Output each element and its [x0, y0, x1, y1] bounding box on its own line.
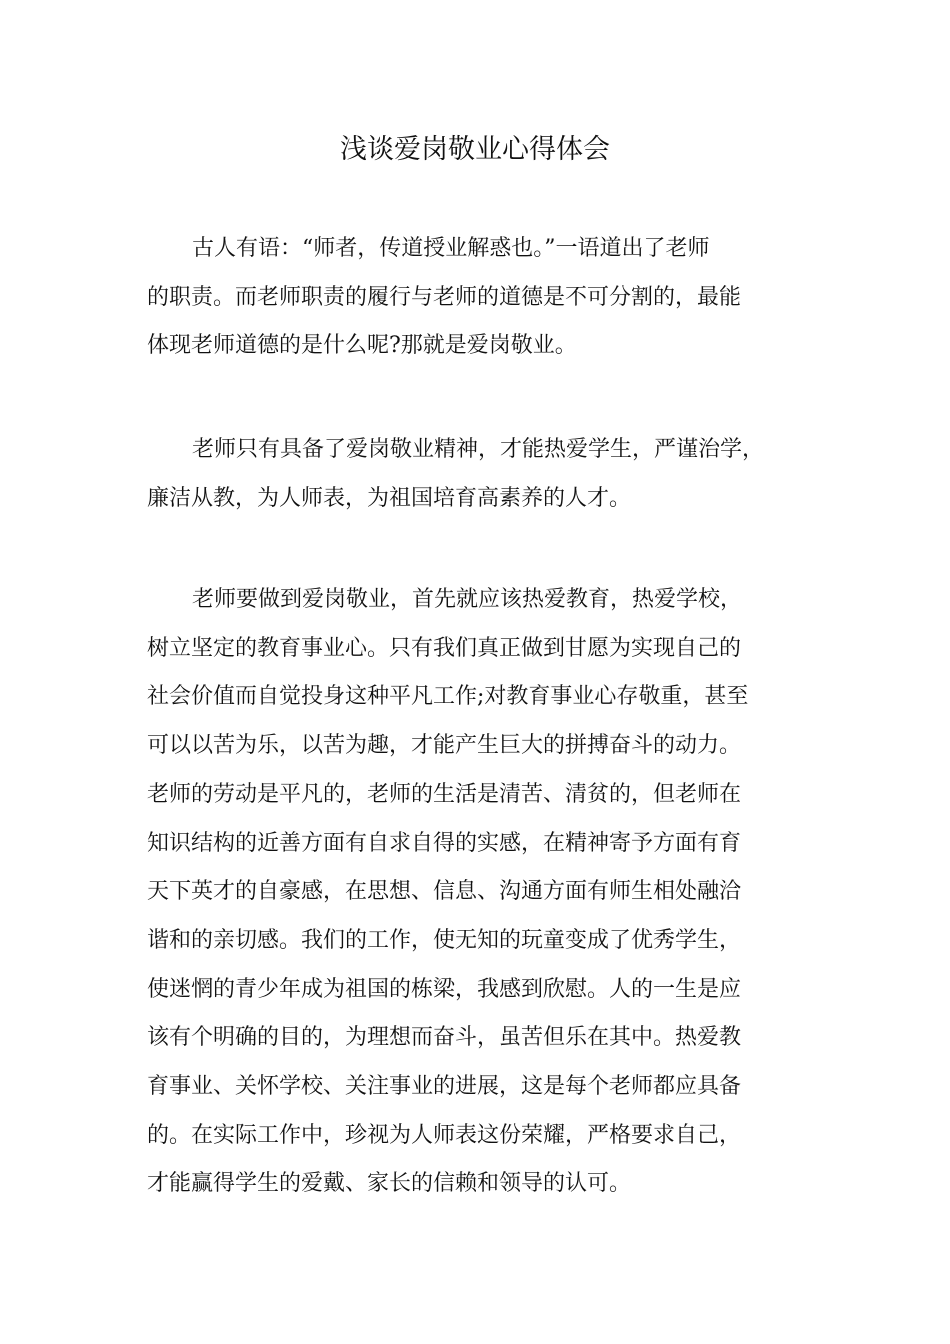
paragraph-line: 廉洁从教，为人师表，为祖国培育高素养的人才。 [147, 485, 632, 511]
paragraph-line: 体现老师道德的是什么呢?那就是爱岗敬业。 [147, 333, 577, 359]
paragraph-line: 该有个明确的目的，为理想而奋斗，虽苦但乐在其中。热爱教 [147, 1025, 742, 1051]
paragraph-line: 谐和的亲切感。我们的工作，使无知的玩童变成了优秀学生， [147, 927, 742, 953]
paragraph-line: 古人有语：“师者，传道授业解惑也。”一语道出了老师 [192, 236, 710, 261]
paragraph-line: 的职责。而老师职责的履行与老师的道德是不可分割的，最能 [147, 284, 742, 310]
paragraph-line: 才能赢得学生的爱戴、家长的信赖和领导的认可。 [147, 1171, 632, 1197]
document-title: 浅谈爱岗敬业心得体会 [340, 134, 610, 165]
paragraph-line: 社会价值而自觉投身这种平凡工作;对教育事业心存敬重，甚至 [147, 684, 749, 710]
paragraph-3 [147, 576, 817, 1209]
paragraph-line: 天下英才的自豪感，在思想、信息、沟通方面有师生相处融洽 [147, 879, 742, 905]
paragraph-1 [147, 225, 817, 371]
paragraph-line: 老师要做到爱岗敬业，首先就应该热爱教育，热爱学校， [192, 587, 743, 612]
paragraph-line: 育事业、关怀学校、关注事业的进展，这是每个老师都应具备 [147, 1074, 742, 1100]
paragraph-line: 的。在实际工作中，珍视为人师表这份荣耀，严格要求自己， [147, 1122, 742, 1148]
paragraph-line: 知识结构的近善方面有自求自得的实感，在精神寄予方面有育 [147, 830, 742, 856]
paragraph-2 [147, 426, 817, 523]
paragraph-line: 树立坚定的教育事业心。只有我们真正做到甘愿为实现自己的 [147, 635, 742, 661]
paragraph-line: 可以以苦为乐，以苦为趣，才能产生巨大的拼搏奋斗的动力。 [147, 733, 742, 759]
paragraph-line: 老师的劳动是平凡的，老师的生活是清苦、清贫的，但老师在 [147, 781, 742, 807]
paragraph-line: 使迷惘的青少年成为祖国的栋梁，我感到欣慰。人的一生是应 [147, 976, 742, 1002]
paragraph-line: 老师只有具备了爱岗敬业精神，才能热爱学生，严谨治学， [192, 437, 765, 462]
